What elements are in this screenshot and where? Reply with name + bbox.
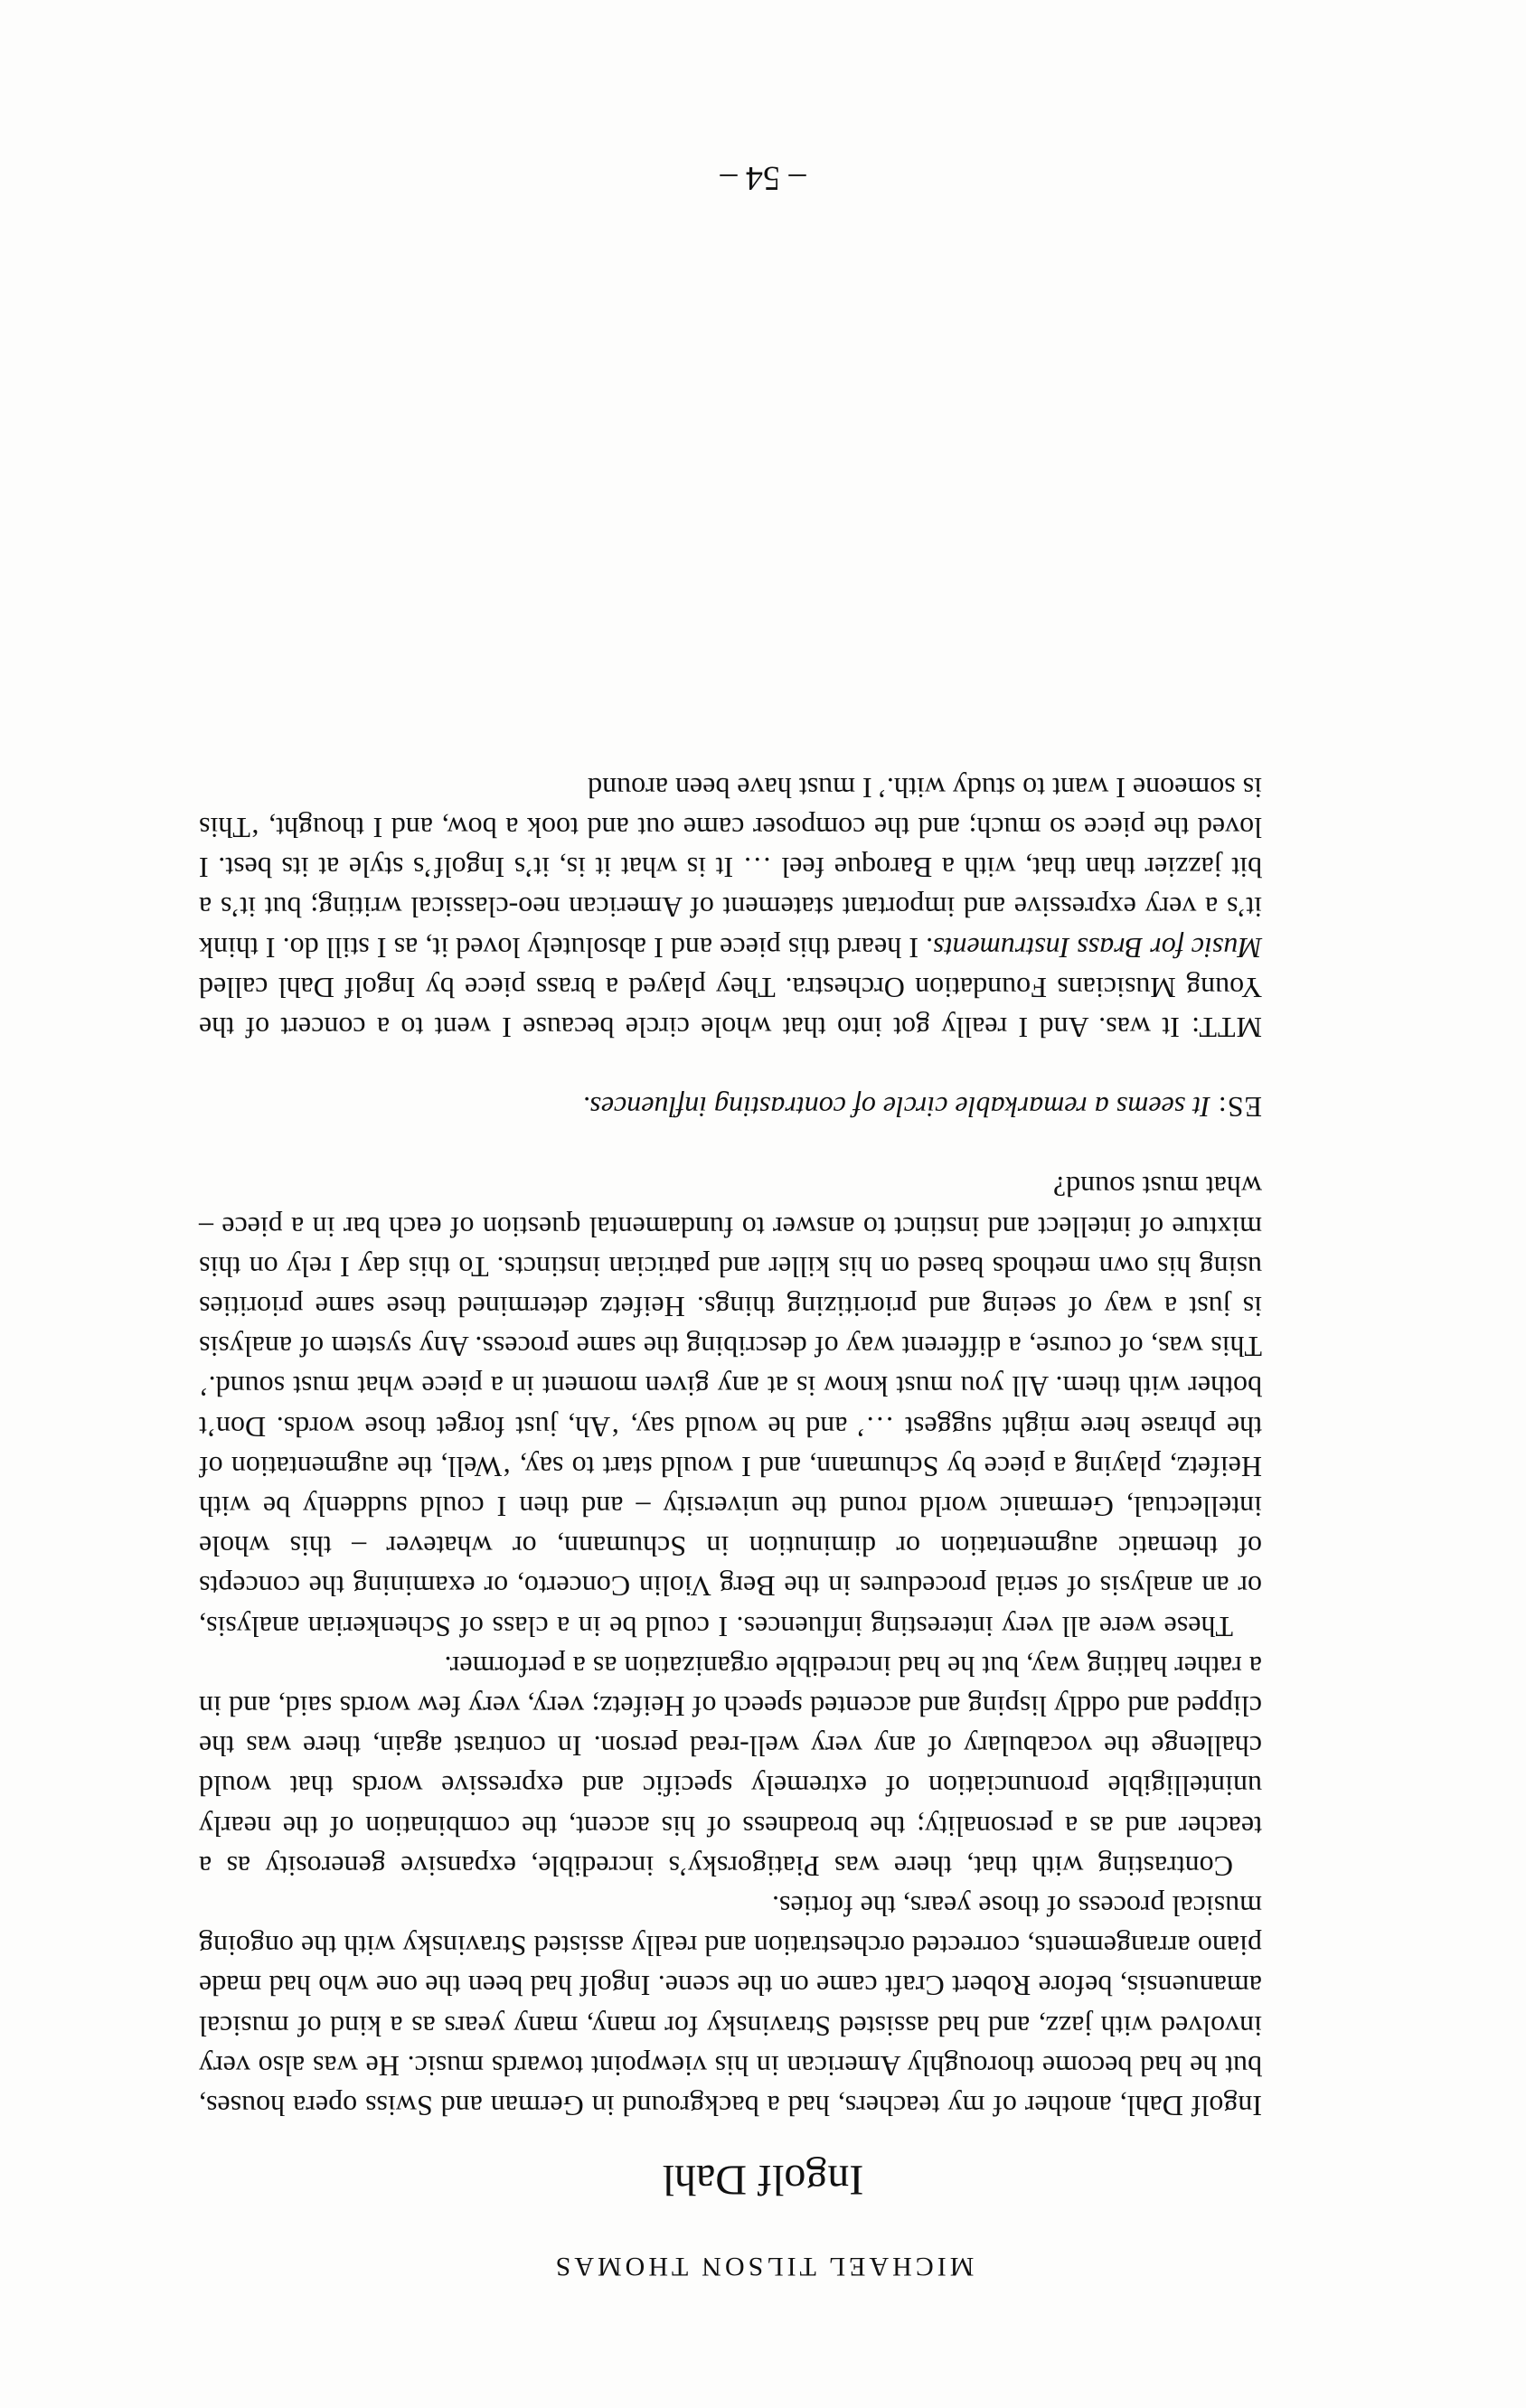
running-head: MICHAEL TILSON THOMAS	[551, 2252, 975, 2281]
answer-speaker: MTT:	[1191, 1011, 1262, 1044]
page-number: – 54 –	[720, 159, 806, 197]
chapter-title: Ingolf Dahl	[662, 2156, 864, 2204]
question-speaker: ES:	[1217, 1091, 1262, 1124]
body-text	[199, 768, 1262, 2127]
work-title: Music for Brass Instruments	[933, 931, 1262, 964]
interview-question	[199, 1087, 1262, 1127]
answer-text: It was. And I really got into that whole circle because I went to a concert of the Young Musicians Foundation Orchestra. They played a brass piece by Ingolf Dahl called	[198, 971, 1262, 1044]
interview-answer	[199, 768, 1262, 1048]
paragraph-2: Contrasting with that, there was Piatigorsky’s incredible, expansive generosity as a teacher and as a personality; the broadness of his accent, the combination of the nearly unintelligible pronunciation of extremely specific and expressive words that would challenge the vocabulary of any very well-read person. In contrast again, there was the clipped and oddly lisping and accented speech of Heifetz; very, very few words said, and in a rather halting way, but he had incredible organization as a performer.	[199, 1650, 1262, 1883]
answer-text-continued: . I heard this piece and I absolutely loved it, as I still do. I think it’s a very expressive and important statement of American neo-classical writing; but it’s a bit jazzier than that, with a Baroque feel … It is what it is, it’s Ingolf’s style at its best. I loved the piece so much; and the composer came out and took a bow, and I thought, ‘This is someone I want to study with.’ I must have been around	[198, 771, 1262, 964]
paragraph-1: Ingolf Dahl, another of my teachers, had a background in German and Swiss opera houses, but he had become thoroughly American in his viewpoint towards music. He was also very involved with jazz, and had assisted Stravinsky for many, many years as a kind of musical amanuensis, before Robert Craft came on the scene. Ingolf had been the one who had made piano arrangements, corrected orchestration and really assisted Stravinsky with the ongoing musical process of those years, the forties.	[199, 1889, 1262, 2122]
paragraph-3: These were all very interesting influences. I could be in a class of Schenkerian analysis, or an analysis of serial procedures in the Berg Violin Concerto, or examining the concepts of thematic augmentation or diminution in Schumann, or whatever – this whole intellectual, Germanic world round the university – and then I could suddenly be with Heifetz, playing a piece by Schumann, and I would start to say, ‘Well, the augmentation of the phrase here might suggest …’ and he would say, ‘Ah, just forget those words. Don’t bother with them. All you must know is at any given moment in a piece what must sound.’ This was, of course, a different way of describing the same process. Any system of analysis is just a way of seeing and prioritizing things. Heifetz determined these same priorities using his own methods based on his killer and patrician instincts. To this day I rely on this mixture of intellect and instinct to answer to fundamental question of each bar in a piece – what must sound?	[199, 1171, 1262, 1643]
question-text: It seems a remarkable circle of contrasting influences.	[582, 1091, 1210, 1124]
